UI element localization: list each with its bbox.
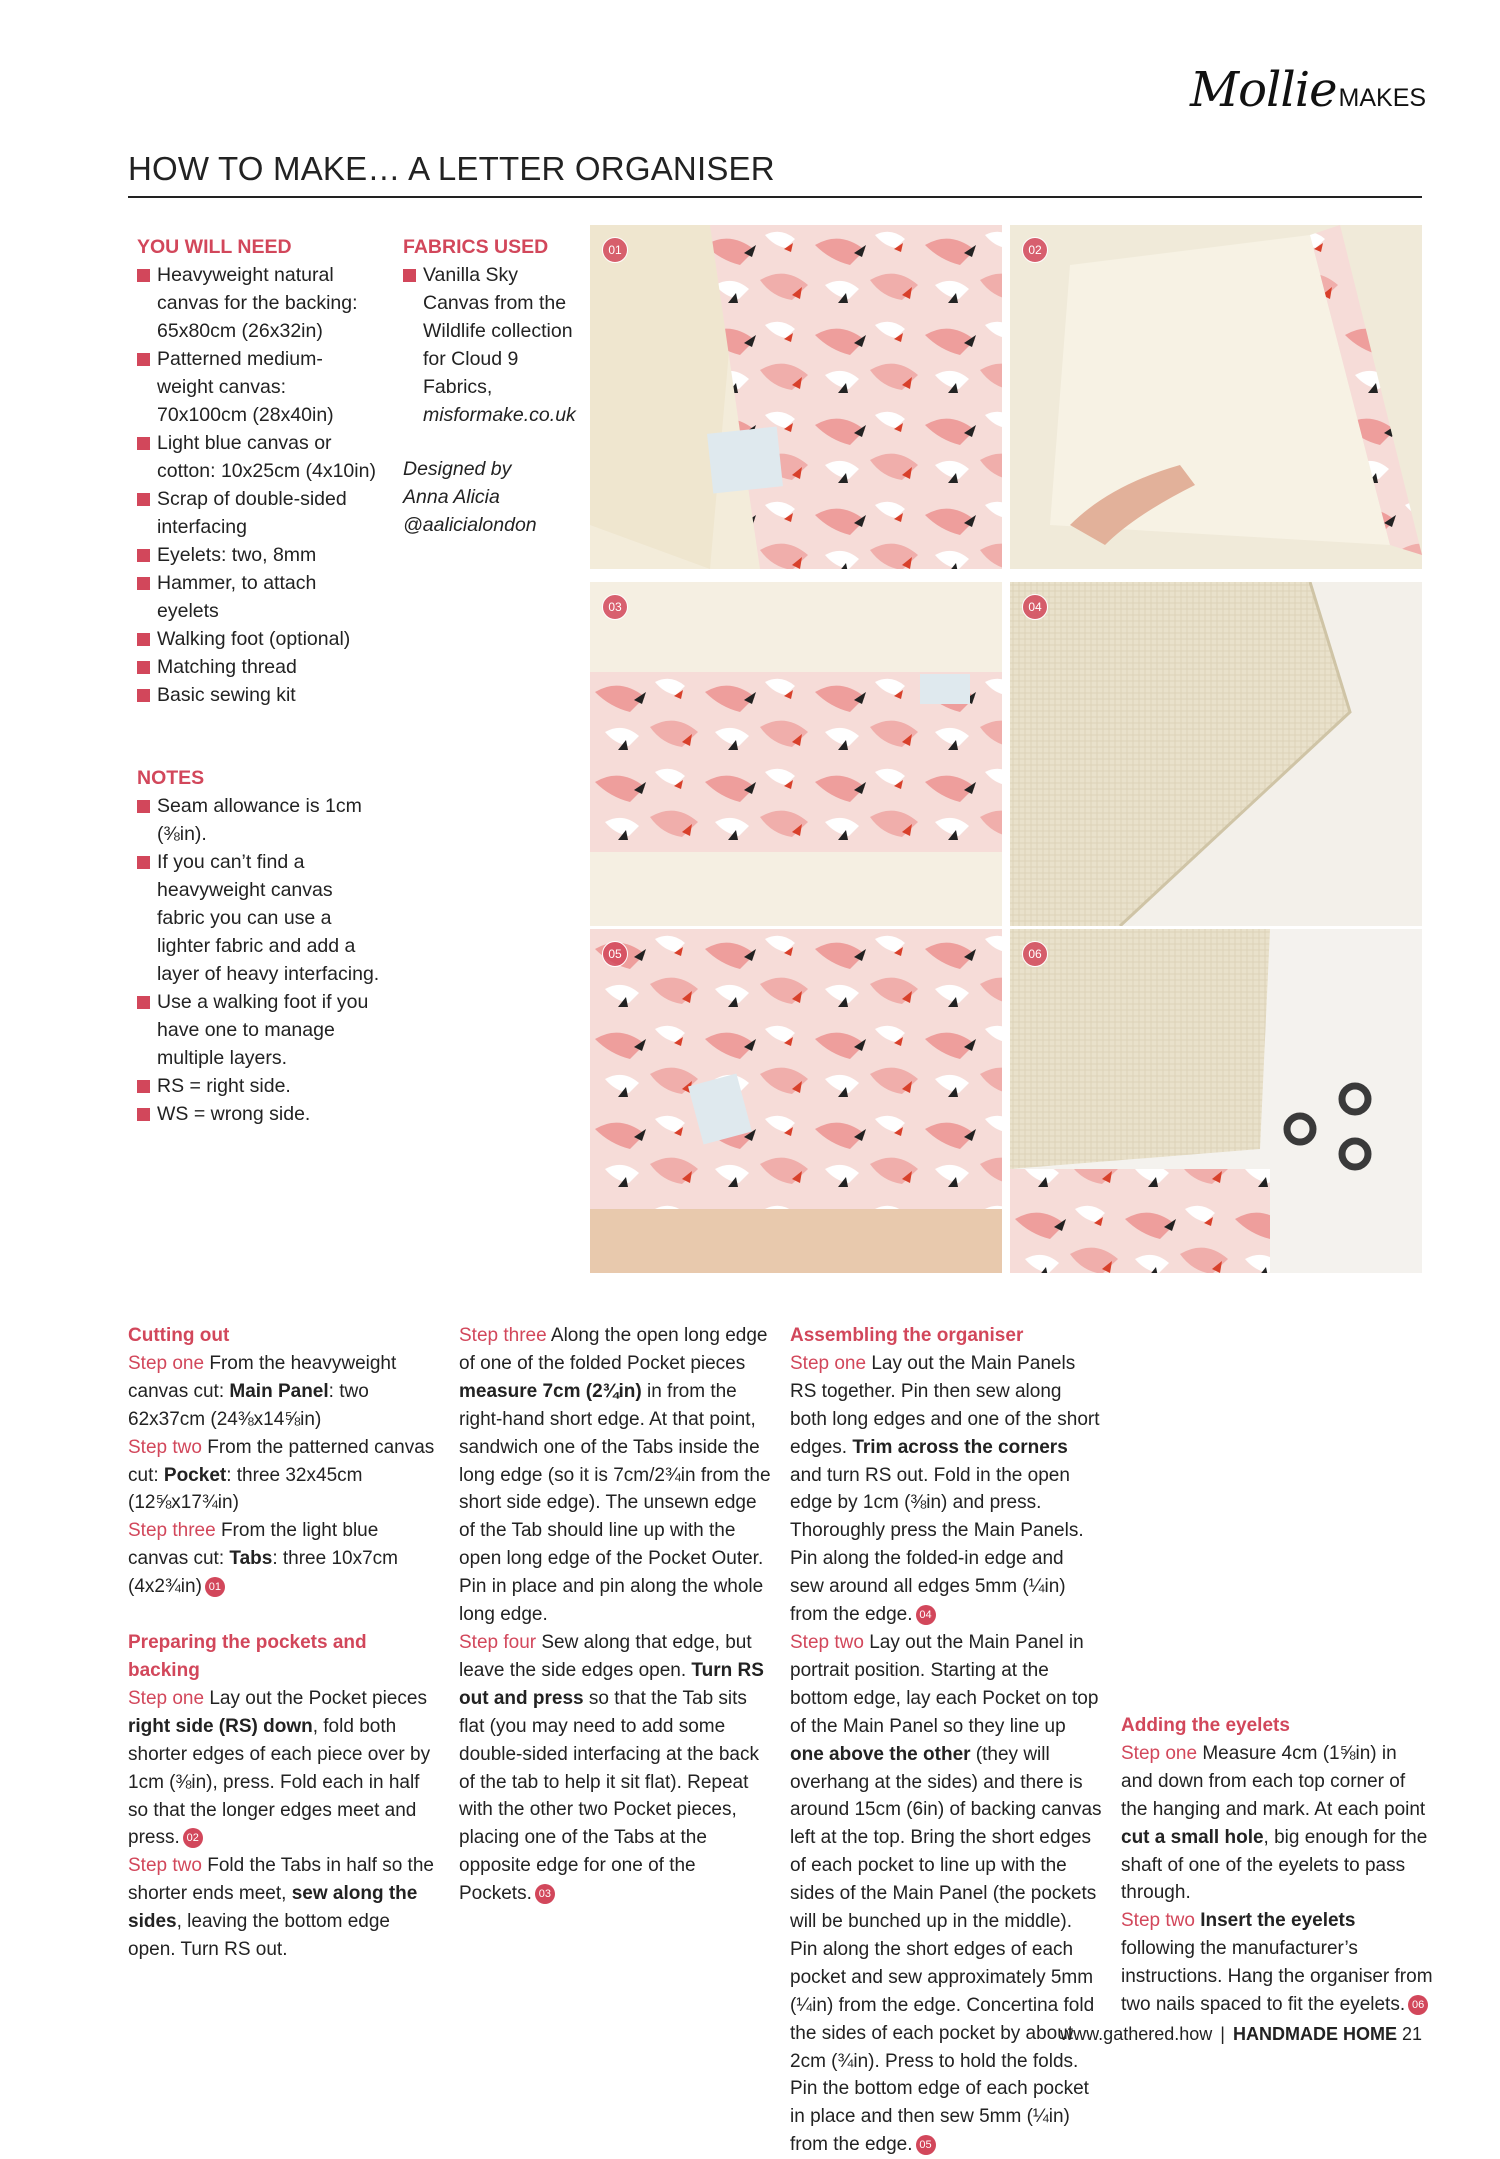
list-item: Hammer, to attach eyelets	[137, 569, 377, 625]
photo-number-badge: 05	[602, 941, 628, 967]
step-text: and turn RS out. Fold in the open edge by 1cm (⅜in) and press. Thoroughly press the Main Panels. Pin along the folded-in edge and sew around all edges 5mm (¼in) from the edge.	[790, 1464, 1084, 1626]
list-item: Heavyweight natural canvas for the backing: 65x80cm (26x32in)	[137, 261, 377, 345]
logo-word: MAKES	[1338, 84, 1427, 112]
step-photo-02	[1010, 225, 1422, 569]
footer-section: HANDMADE HOME	[1232, 2024, 1397, 2044]
step-text: From the heavyweight canvas cut:	[128, 1352, 397, 1402]
list-item: If you can’t find a heavyweight canvas fabric you can use a lighter fabric and add a layer of heavy interfacing.	[137, 848, 382, 988]
eyelets-heading: Adding the eyelets	[1121, 1715, 1290, 1736]
step-bold: Main Panel	[229, 1380, 329, 1402]
photo-number-badge: 03	[602, 594, 628, 620]
list-item: Light blue canvas or cotton: 10x25cm (4x10in)	[137, 429, 377, 485]
step-bold: Pocket	[163, 1464, 227, 1486]
designer-credit	[403, 455, 588, 539]
notes-heading: NOTES	[137, 767, 205, 789]
step-label: Step one	[1121, 1742, 1198, 1764]
instructions-column-4	[1121, 1712, 1433, 2019]
you-will-need-heading: YOU WILL NEED	[137, 236, 292, 258]
photo-ref-badge: 04	[916, 1605, 936, 1625]
photo-05-image	[590, 929, 1002, 1273]
eyelets-step-two	[1121, 1907, 1433, 2019]
step-bold: measure 7cm (2¾in)	[459, 1380, 642, 1402]
photo-ref-badge: 03	[535, 1884, 555, 1904]
photo-06-image	[1010, 929, 1422, 1273]
step-label: Step one	[790, 1352, 867, 1374]
notes-list	[137, 792, 382, 1128]
step-photo-03	[590, 582, 1002, 926]
step-photo-06	[1010, 929, 1422, 1273]
assembling-step-two	[790, 1629, 1102, 2159]
fabric-link[interactable]: misformake.co.uk	[423, 404, 576, 426]
photo-number-badge: 06	[1022, 941, 1048, 967]
step-label: Step three	[128, 1520, 216, 1542]
photo-number-badge: 02	[1022, 237, 1048, 263]
list-item: Scrap of double-sided interfacing	[137, 485, 377, 541]
step-bold: cut a small hole	[1121, 1826, 1264, 1848]
list-item: Seam allowance is 1cm (⅜in).	[137, 792, 382, 848]
step-label: Step three	[459, 1325, 547, 1346]
step-text: , fold both shorter edges of each piece over by 1cm (⅜in), press. Fold each in half so that the longer edges meet and press.	[128, 1715, 431, 1849]
instructions-column-1	[128, 1322, 440, 1964]
list-item: Basic sewing kit	[137, 681, 377, 709]
cutting-step-one	[128, 1350, 440, 1434]
step-label: Step one	[128, 1687, 205, 1709]
step-text: Lay out the Main Panel in portrait position. Starting at the bottom edge, lay each Pocket on top of the Main Panel so they line up	[790, 1631, 1099, 1737]
list-item: Use a walking foot if you have one to manage multiple layers.	[137, 988, 382, 1072]
list-item: Eyelets: two, 8mm	[137, 541, 377, 569]
step-photo-05	[590, 929, 1002, 1273]
photo-ref-badge: 01	[205, 1577, 225, 1597]
designer-handle: @aalicialondon	[403, 514, 537, 536]
preparing-step-two	[128, 1852, 440, 1964]
photo-number-badge: 01	[602, 237, 628, 263]
step-text: : three 10x7cm (4x2¾in)	[128, 1548, 398, 1598]
fabrics-used-section	[403, 233, 588, 539]
eyelets-step-one	[1121, 1740, 1433, 1907]
photo-ref-badge: 05	[916, 2135, 936, 2155]
you-will-need-section	[137, 233, 377, 709]
preparing-step-three	[459, 1322, 771, 1629]
step-label: Step two	[128, 1436, 202, 1458]
footer-separator: |	[1220, 2024, 1225, 2044]
step-bold: right side (RS) down	[128, 1715, 313, 1737]
fabrics-used-heading: FABRICS USED	[403, 236, 549, 258]
step-text: (they will overhang at the sides) and there is around 15cm (6in) of backing canvas left at the top. Bring the short edges of each pocket to line up with the sides of the Main Panel (the pockets will be bunched up in the middle). Pin along the short edges of each pocket and sew approximately 5mm (¼in) from the edge. Concertina fold the sides of each pocket by about 2cm (¾in). Press to hold the folds. Pin the bottom edge of each pocket in place and then sew 5mm (¼in) from the edge.	[790, 1743, 1102, 2156]
list-item: Matching thread	[137, 653, 377, 681]
step-photo-01	[590, 225, 1002, 569]
step-text: Fold the Tabs in half so the shorter ends meet,	[128, 1855, 434, 1905]
photo-04-image	[1010, 582, 1422, 926]
page-footer	[1000, 2024, 1422, 2045]
step-label: Step four	[459, 1631, 537, 1653]
step-bold: Turn RS out and press	[459, 1659, 764, 1709]
step-bold: Tabs	[229, 1548, 273, 1570]
step-bold: Trim across the corners	[852, 1436, 1068, 1458]
logo-script: Mollie	[1190, 62, 1337, 118]
step-text: following the manufacturer’s instructions. Hang the organiser from two nails spaced to fit the eyelets.	[1121, 1938, 1433, 2016]
designer-line: Designed by	[403, 458, 512, 480]
preparing-step-one	[128, 1685, 440, 1852]
page-number: 21	[1401, 2024, 1422, 2044]
step-text: Along the open long edge of one of the folded Pocket pieces	[459, 1325, 768, 1374]
step-text: From the patterned canvas cut:	[128, 1436, 435, 1486]
cutting-step-three	[128, 1517, 440, 1601]
step-text: : three 32x45cm (12⅝x17¾in)	[128, 1464, 363, 1514]
step-label: Step two	[1121, 1910, 1195, 1932]
photo-03-image	[590, 582, 1002, 926]
list-item: WS = wrong side.	[137, 1100, 382, 1128]
step-label: Step two	[128, 1855, 202, 1877]
step-text: so that the Tab sits flat (you may need to add some double-sided interfacing at the back of the tab to help it sit flat). Repeat with the other two Pocket pieces, placing one of the Tabs at the opposite edge for one of the Pockets.	[459, 1687, 759, 1905]
materials-list	[137, 261, 377, 709]
designer-name: Anna Alicia	[403, 486, 500, 508]
list-item: Walking foot (optional)	[137, 625, 377, 653]
preparing-step-four	[459, 1629, 771, 1908]
step-bold: sew along the sides	[128, 1883, 418, 1933]
page-title: HOW TO MAKE… A LETTER ORGANISER	[128, 150, 775, 187]
step-photo-04	[1010, 582, 1422, 926]
step-label: Step one	[128, 1352, 205, 1374]
step-bold: Insert the eyelets	[1194, 1910, 1356, 1932]
photo-number-badge: 04	[1022, 594, 1048, 620]
instructions-column-2	[459, 1322, 771, 1908]
step-text: , leaving the bottom edge open. Turn RS out.	[128, 1911, 390, 1961]
photo-ref-badge: 06	[1408, 1995, 1428, 2015]
list-item: RS = right side.	[137, 1072, 382, 1100]
footer-url[interactable]: www.gathered.how	[1060, 2024, 1213, 2044]
step-text: Measure 4cm (1⅝in) in and down from each top corner of the hanging and mark. At each point	[1121, 1742, 1426, 1820]
step-text: in from the right-hand short edge. At that point, sandwich one of the Tabs inside the long edge (so it is 7cm/2¾in from the short side edge). The unsewn edge of the Tab should line up with the open long edge of the Pocket Outer. Pin in place and pin along the whole long edge.	[459, 1380, 771, 1626]
cutting-out-heading: Cutting out	[128, 1325, 230, 1346]
photo-01-image	[590, 225, 1002, 569]
step-text: Lay out the Pocket pieces	[204, 1687, 427, 1709]
photo-02-image	[1010, 225, 1422, 569]
cutting-step-two	[128, 1434, 440, 1518]
step-bold: one above the other	[790, 1743, 971, 1765]
magazine-logo	[1190, 62, 1426, 118]
preparing-heading: Preparing the pockets and backing	[128, 1632, 367, 1681]
step-label: Step two	[790, 1631, 864, 1653]
notes-section	[137, 764, 382, 1128]
step-text: , big enough for the shaft of one of the eyelets to pass through.	[1121, 1826, 1428, 1904]
assembling-step-one	[790, 1350, 1102, 1629]
fabric-description	[403, 261, 588, 429]
step-text: From the light blue canvas cut:	[128, 1520, 379, 1570]
list-item: Patterned medium-weight canvas: 70x100cm (28x40in)	[137, 345, 377, 429]
step-text: Lay out the Main Panels RS together. Pin then sew along both long edges and one of the short edges.	[790, 1352, 1100, 1458]
title-divider	[128, 196, 1422, 198]
photo-ref-badge: 02	[183, 1828, 203, 1848]
step-text: Sew along that edge, but leave the side edges open.	[459, 1631, 752, 1681]
assembling-heading: Assembling the organiser	[790, 1325, 1024, 1346]
step-text: : two 62x37cm (24⅜x14⅝in)	[128, 1380, 369, 1430]
fabric-text: Vanilla Sky Canvas from the Wildlife collection for Cloud 9 Fabrics,	[423, 264, 573, 398]
